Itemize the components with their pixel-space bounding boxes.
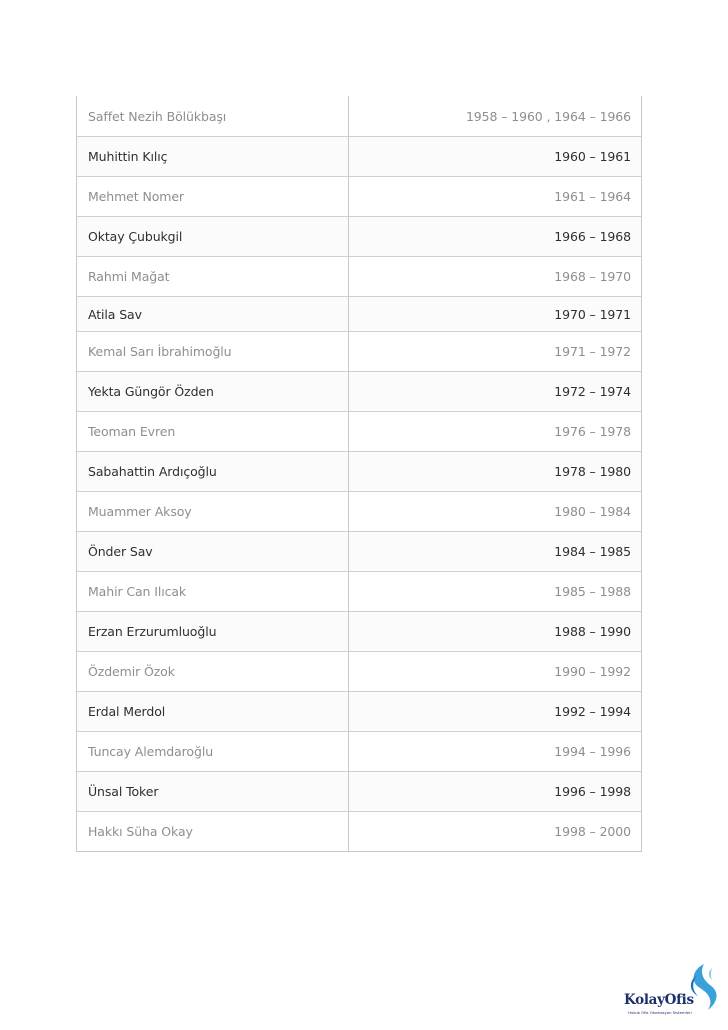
presidents-table bbox=[76, 96, 642, 852]
name-cell: Muhittin Kılıç bbox=[77, 137, 349, 176]
table-row bbox=[77, 651, 641, 691]
table-row bbox=[77, 731, 641, 771]
name-cell: Oktay Çubukgil bbox=[77, 217, 349, 256]
years-cell: 1978 – 1980 bbox=[554, 464, 631, 479]
years-cell: 1984 – 1985 bbox=[554, 544, 631, 559]
logo-wordmark: KolayOfis bbox=[624, 992, 694, 1008]
name-cell: Mahir Can Ilıcak bbox=[77, 572, 349, 611]
table-row bbox=[77, 771, 641, 811]
table-row bbox=[77, 371, 641, 411]
years-cell: 1992 – 1994 bbox=[554, 704, 631, 719]
logo-tagline: Hukuk Ofis Otomasyon Sistemleri bbox=[628, 1010, 692, 1015]
table-row bbox=[77, 811, 641, 851]
years-cell: 1994 – 1996 bbox=[554, 744, 631, 759]
years-cell: 1970 – 1971 bbox=[554, 306, 631, 322]
name-cell: Muammer Aksoy bbox=[77, 492, 349, 531]
table-row bbox=[77, 216, 641, 256]
years-cell: 1985 – 1988 bbox=[554, 584, 631, 599]
name-cell: Mehmet Nomer bbox=[77, 177, 349, 216]
years-cell: 1988 – 1990 bbox=[554, 624, 631, 639]
table-row bbox=[77, 176, 641, 216]
name-cell: Yekta Güngör Özden bbox=[77, 372, 349, 411]
name-cell: Atila Sav bbox=[77, 297, 349, 331]
table-row bbox=[77, 256, 641, 296]
name-cell: Kemal Sarı İbrahimoğlu bbox=[77, 332, 349, 371]
table-row bbox=[77, 96, 641, 136]
years-cell: 1972 – 1974 bbox=[554, 384, 631, 399]
table-row bbox=[77, 331, 641, 371]
name-cell: Özdemir Özok bbox=[77, 652, 349, 691]
years-cell: 1968 – 1970 bbox=[554, 269, 631, 284]
table-row bbox=[77, 136, 641, 176]
name-cell: Erdal Merdol bbox=[77, 692, 349, 731]
table-row bbox=[77, 411, 641, 451]
years-cell: 1990 – 1992 bbox=[554, 664, 631, 679]
name-cell: Hakkı Süha Okay bbox=[77, 812, 349, 851]
table-row bbox=[77, 571, 641, 611]
name-cell: Tuncay Alemdaroğlu bbox=[77, 732, 349, 771]
table-row bbox=[77, 451, 641, 491]
years-cell: 1958 – 1960 , 1964 – 1966 bbox=[465, 108, 631, 124]
years-cell: 1966 – 1968 bbox=[554, 229, 631, 244]
years-cell: 1960 – 1961 bbox=[554, 149, 631, 164]
name-cell: Rahmi Mağat bbox=[77, 257, 349, 296]
kolayofis-logo bbox=[620, 962, 724, 1022]
name-cell: Ünsal Toker bbox=[77, 772, 349, 811]
years-cell: 1961 – 1964 bbox=[554, 189, 631, 204]
table-row bbox=[77, 611, 641, 651]
years-cell: 1996 – 1998 bbox=[554, 784, 631, 799]
years-cell: 1980 – 1984 bbox=[554, 504, 631, 519]
years-cell: 1971 – 1972 bbox=[554, 344, 631, 359]
table-row bbox=[77, 491, 641, 531]
table-row bbox=[77, 691, 641, 731]
name-cell: Teoman Evren bbox=[77, 412, 349, 451]
table-row bbox=[77, 296, 641, 331]
name-cell: Sabahattin Ardıçoğlu bbox=[77, 452, 349, 491]
name-cell: Önder Sav bbox=[77, 532, 349, 571]
years-cell: 1976 – 1978 bbox=[554, 424, 631, 439]
name-cell: Erzan Erzurumluoğlu bbox=[77, 612, 349, 651]
years-cell: 1998 – 2000 bbox=[554, 824, 631, 839]
table-row bbox=[77, 531, 641, 571]
name-cell: Saffet Nezih Bölükbaşı bbox=[77, 96, 349, 136]
